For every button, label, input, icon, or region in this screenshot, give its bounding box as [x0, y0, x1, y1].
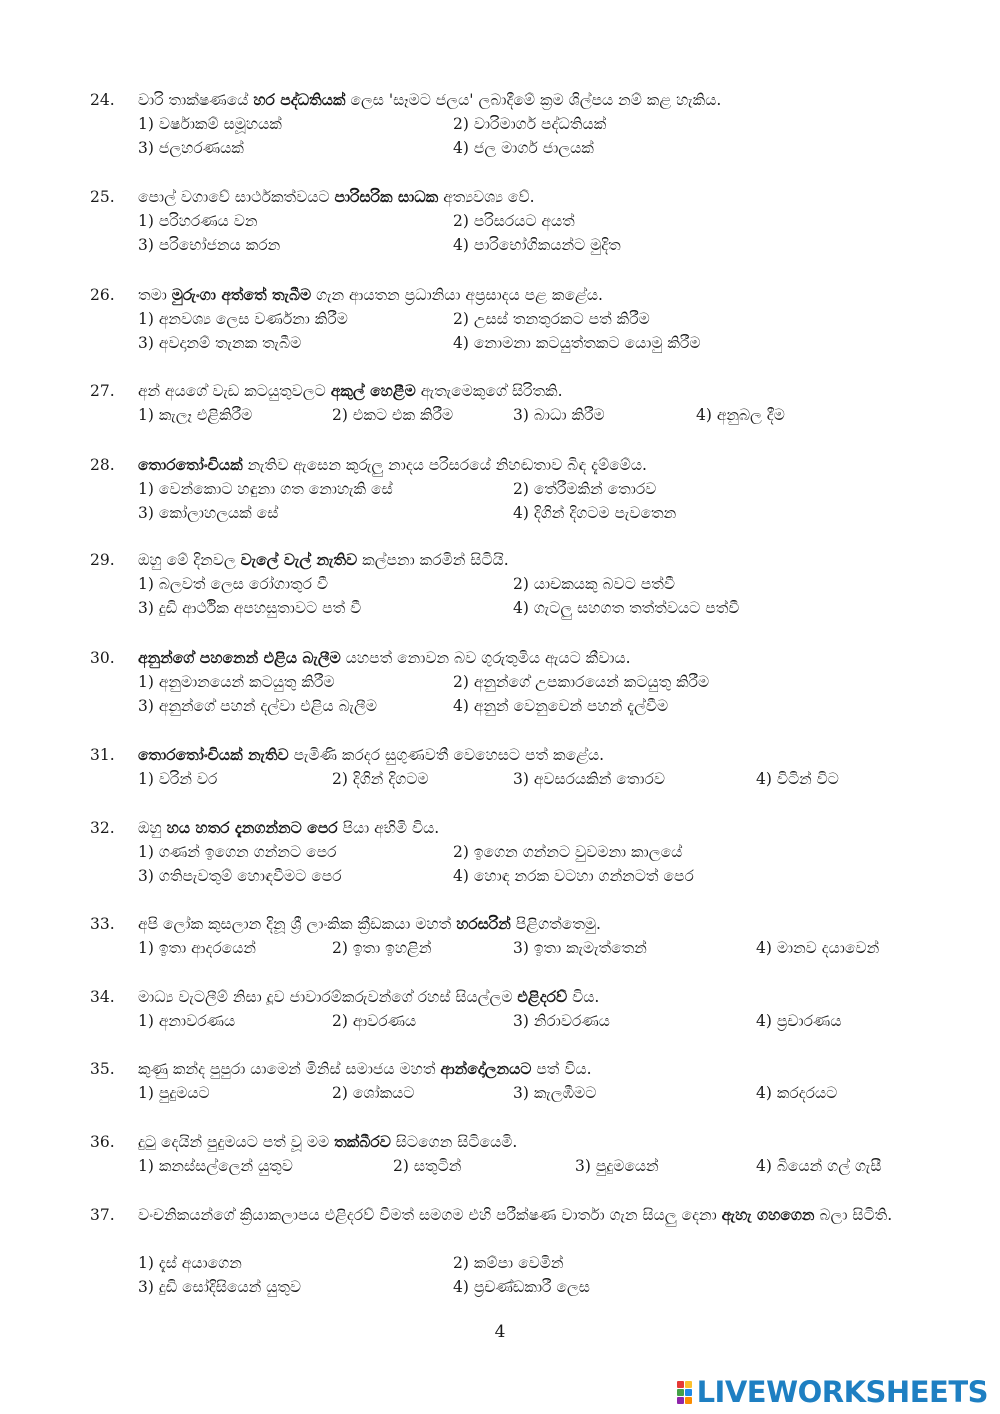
option-2: 2) කම්පා වෙමින්	[453, 1254, 564, 1272]
option-1: 1) දැස් අයාගෙන	[138, 1254, 242, 1272]
question-number: 27.	[90, 382, 115, 400]
question-stem: වාරි තාක්ෂණයේ හර පද්ධතියක් ලෙස 'සෑමට ජලය' ලබාදීමේ ක්‍රම ශිල්පය නම් කළ හැකිය.	[138, 90, 722, 109]
logo-tile-icon	[685, 1389, 692, 1396]
option-2: 2) උසස් තනතුරකට පත් කිරීම	[453, 310, 650, 328]
logo-tile-icon	[677, 1397, 684, 1404]
question-stem: ඔහු හය හතර දැනගන්නට පෙර පියා අභිමි විය.	[138, 818, 440, 837]
option-1: 1) වෙන්කොට හඳුනා ගත නොහැකි සේ	[138, 480, 393, 498]
option-1: 1) පරිහරණය වන	[138, 212, 258, 230]
question-number: 28.	[90, 456, 115, 474]
question-stem: තොරතෝංචියක් නැතිව පැමිණි කරදර සුගුණවතී වෙහෙසට පත් කළේය.	[138, 745, 605, 764]
option-4: 4) අනුන් වෙනුවෙන් පහන් දැල්වීම	[453, 697, 669, 715]
option-3: 3) නිරාවරණය	[513, 1012, 610, 1030]
option-1: 1) ගණන් ඉගෙන ගන්නට පෙර	[138, 843, 337, 861]
page-number: 4	[494, 1322, 506, 1342]
question-number: 29.	[90, 551, 115, 569]
question-stem: පොල් වගාවේ සාර්ථකත්වයට පාරිසරික සාධක අත්‍යවශ්‍ය වේ.	[138, 187, 535, 206]
option-1: 1) අනුමානයෙන් කටයුතු කිරීම	[138, 673, 335, 691]
option-2: 2) දිගින් දිගටම	[332, 770, 429, 788]
option-1: 1) කනස්සල්ලෙන් යුතුව	[138, 1157, 293, 1175]
option-3: 3) කැලඹීමට	[513, 1084, 597, 1102]
option-1: 1) වරින් වර	[138, 770, 218, 788]
option-3: 3) අවසරයකින් තොරව	[513, 770, 666, 788]
option-4: 4) බියෙන් ගල් ගැසී	[756, 1157, 882, 1175]
option-2: 2) ඉගෙන ගන්නට වුවමනා කාලයේ	[453, 843, 683, 861]
option-2: 2) පරිසරයට අයත්	[453, 212, 575, 230]
question-stem: තොරතෝංචියක් නැතිව ඇසෙන කුරුලු නාදය පරිසරයේ නිහඬතාව බිඳ දැම්මේය.	[138, 455, 647, 474]
question-number: 30.	[90, 649, 115, 667]
question-stem: කුණු කන්ද පුපුරා යාමෙන් මිනිස් සමාජය මහත් ආන්දෝලනයට පත් විය.	[138, 1059, 592, 1078]
option-4: 4) ප්‍රචණ්ඩකාරී ලෙස	[453, 1278, 590, 1296]
option-4: 4) හොඳ නරක වටහා ගන්නටත් පෙර	[453, 867, 694, 885]
option-4: 4) නොමනා කටයුත්තකට යොමු කිරීම	[453, 334, 701, 352]
option-2: 2) එකට එක කිරීම	[332, 406, 454, 424]
option-3: 3) දුඩි ආර්ථික අපහසුතාවට පත් වී	[138, 599, 362, 617]
option-1: 1) අනාවරණය	[138, 1012, 236, 1030]
option-2: 2) වාරිමාර්ග පද්ධතියක්	[453, 115, 607, 133]
question-number: 25.	[90, 188, 115, 206]
logo-tile-icon	[685, 1381, 692, 1388]
option-2: 2) ආවරණය	[332, 1012, 417, 1030]
option-1: 1) බලවත් ලෙස රෝගාතුර වී	[138, 575, 329, 593]
option-4: 4) මානව දයාවෙන්	[756, 939, 880, 957]
question-stem: වංචනිකයන්ගේ ක්‍රියාකලාපය එළිදරව් වීමත් සමගම එහි පරීක්ෂණ වාර්තා ගැන සියලු දෙනා ඇහැ ගහගෙන බලා සිටිති.	[138, 1205, 893, 1224]
option-3: 3) පුදුමයෙන්	[575, 1157, 659, 1175]
question-stem: අනුන්ගේ පහනෙන් එළිය බැලීම යහපත් නොවන බව ගුරුතුමිය ඇයට කීවාය.	[138, 648, 631, 667]
option-1: 1) වර්ෂාකම් සමූහයක්	[138, 115, 282, 133]
question-number: 32.	[90, 819, 115, 837]
option-4: 4) පාරිභෝගිකයන්ට මුදිත	[453, 236, 621, 254]
question-number: 35.	[90, 1060, 115, 1078]
question-number: 33.	[90, 915, 115, 933]
liveworksheets-logo-icon	[677, 1381, 692, 1404]
option-2: 2) ශෝකයට	[332, 1084, 415, 1102]
liveworksheets-brand[interactable]	[677, 1374, 988, 1410]
option-2: 2) සතුටින්	[393, 1157, 462, 1175]
question-number: 34.	[90, 988, 115, 1006]
option-1: 1) පුදුමයට	[138, 1084, 210, 1102]
question-stem: ඔහු මේ දිනවල වැලේ වැල් නැතිව කල්පනා කරමින් සිටියි.	[138, 550, 509, 569]
option-4: 4) ගැටලු සහගත තත්ත්වයට පත්වී	[513, 599, 740, 617]
logo-tile-icon	[677, 1381, 684, 1388]
question-stem: මාධ්‍ය වැටලීම් නිසා දූව ජාවාරම්කරුවන්ගේ රහස් සියල්ලම එළිදරව් විය.	[138, 987, 600, 1006]
option-3: 3) පරිභෝජනය කරන	[138, 236, 281, 254]
logo-tile-icon	[677, 1389, 684, 1396]
option-4: 4) දිගින් දිගටම පැවතෙන	[513, 504, 677, 522]
question-stem: තමා මුරුංගා අත්තේ තැබීම ගැන ආයතන ප්‍රධානියා අප්‍රසාදය පළ කළේය.	[138, 285, 603, 304]
option-3: 3) දුඩි සෝදිසියෙන් යුතුව	[138, 1278, 302, 1296]
question-number: 37.	[90, 1206, 115, 1224]
option-3: 3) ගතිපැවතුම් හොඳවීමට පෙර	[138, 867, 342, 885]
option-3: 3) අනුන්ගේ පහන් දල්වා එළිය බැලීම	[138, 697, 377, 715]
option-1: 1) කැලෑ එළිකිරීම	[138, 406, 253, 424]
question-number: 26.	[90, 286, 115, 304]
option-1: 1) ඉතා ආදරයෙන්	[138, 939, 256, 957]
option-3: 3) අවදානම් තැනක තැබීම	[138, 334, 302, 352]
option-3: 3) ඉතා කැමැත්තෙන්	[513, 939, 647, 957]
question-stem: අපි ලෝක කුසලාන දිනූ ශ්‍රී ලාංකික ක්‍රීඩකයා මහත් හරසරින් පිළිගත්තෙමු.	[138, 914, 601, 933]
option-4: 4) ජල මාර්ග ජාලයක්	[453, 139, 594, 157]
question-stem: අන් අයගේ වැඩ කටයුතුවලට අකුල් හෙළීම ඇතැමෙකුගේ සිරිතකි.	[138, 381, 563, 400]
logo-tile-icon	[685, 1397, 692, 1404]
option-3: 3) ජලහරණයක්	[138, 139, 244, 157]
option-2: 2) අනුන්ගේ උපකාරයෙන් කටයුතු කිරීම	[453, 673, 710, 691]
liveworksheets-wordmark: LIVEWORKSHEETS	[696, 1375, 988, 1409]
question-number: 36.	[90, 1133, 115, 1151]
option-4: 4) විටින් විට	[756, 770, 839, 788]
option-2: 2) යාචකයකු බවට පත්වී	[513, 575, 675, 593]
option-2: 2) ඉතා ඉහළින්	[332, 939, 432, 957]
option-3: 3) බාධා කිරීම	[513, 406, 605, 424]
option-4: 4) කරදරයට	[756, 1084, 838, 1102]
option-1: 1) අනවශ්‍ය ලෙස වර්ණනා කිරීම	[138, 310, 348, 328]
option-4: 4) අනුබල දීම	[696, 406, 785, 424]
option-4: 4) ප්‍රචාරණය	[756, 1012, 842, 1030]
question-number: 24.	[90, 91, 115, 109]
option-3: 3) කෝලාහලයක් සේ	[138, 504, 279, 522]
option-2: 2) තේරීමකින් තොරව	[513, 480, 657, 498]
question-number: 31.	[90, 746, 115, 764]
question-stem: දුටු දෙයින් පුදුමයට පත් වූ මම තක්බීරව සිටගෙන සිටියෙමි.	[138, 1132, 518, 1151]
